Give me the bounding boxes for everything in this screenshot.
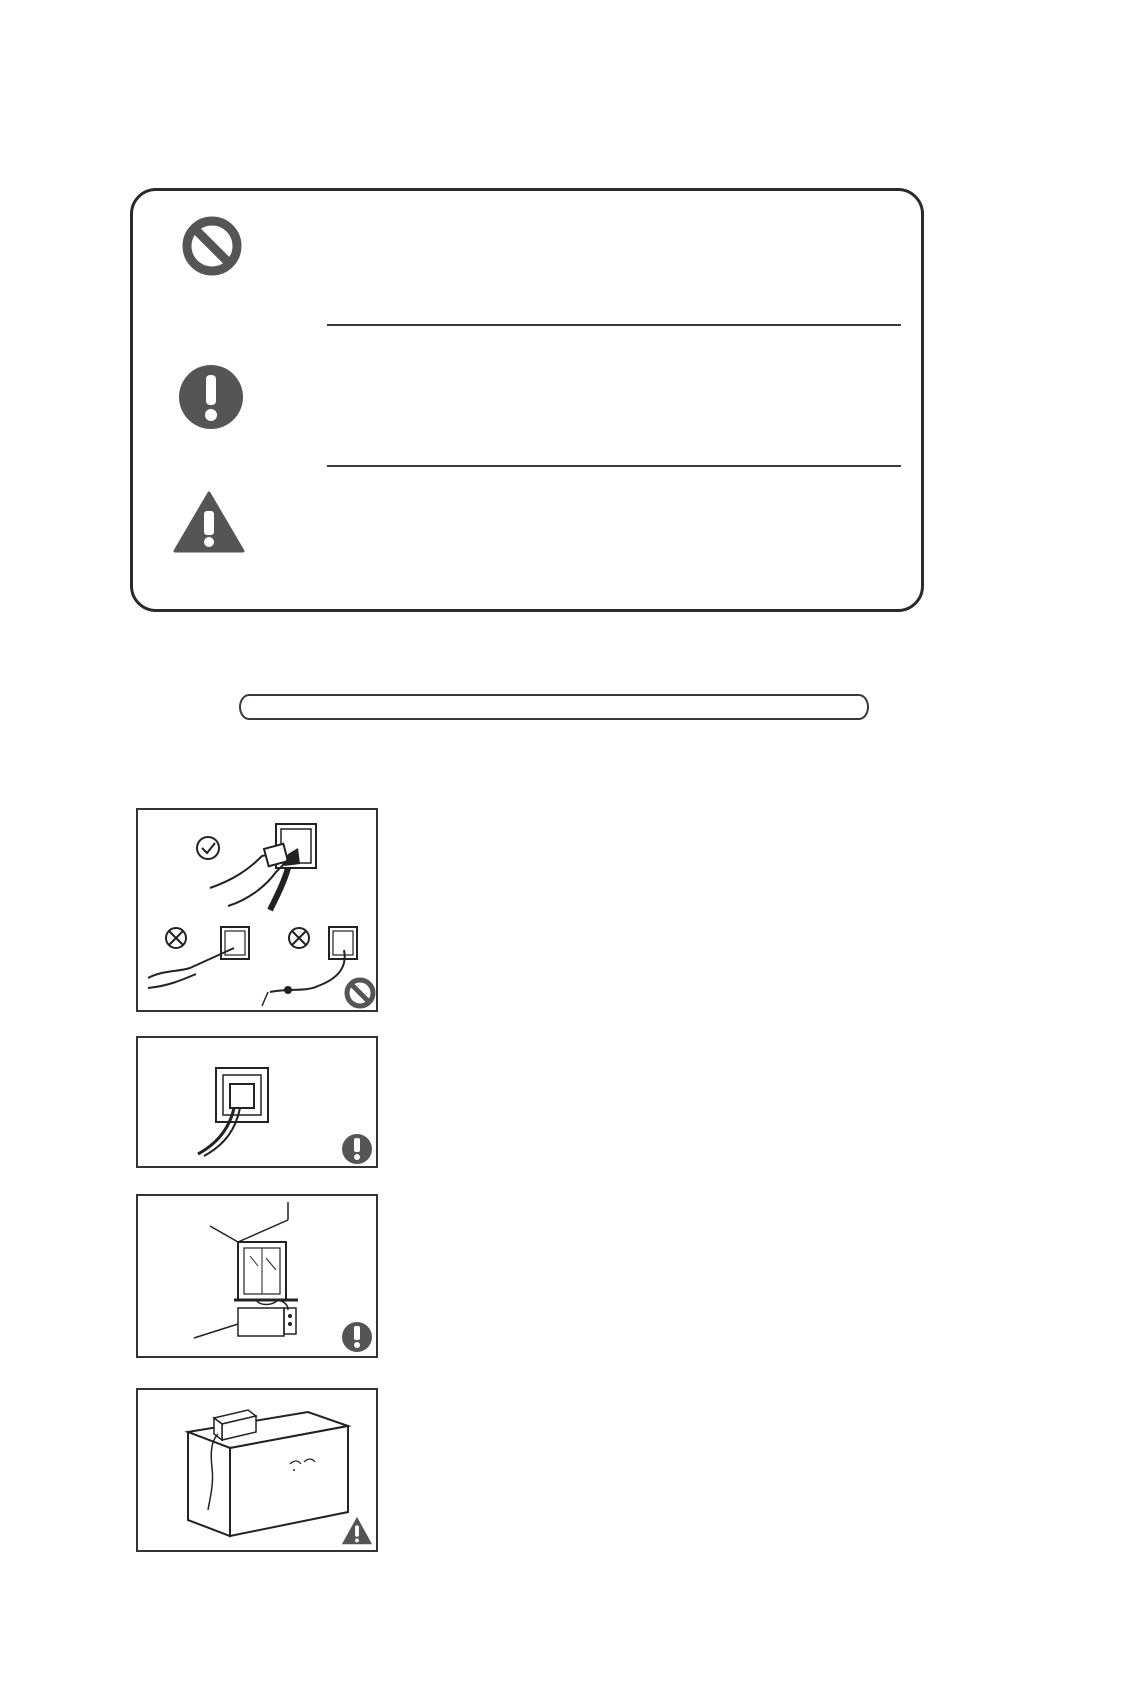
prohibited-icon [179,213,245,279]
illustration-panel-plug-removal [136,808,378,1012]
cross-icon [166,928,186,948]
legend-divider [327,324,901,326]
prohibited-icon [343,976,377,1010]
illustration-panel-plug-in-socket [136,1036,378,1168]
mandatory-icon [340,1132,374,1166]
symbol-legend-box [130,188,924,612]
cross-icon [289,928,309,948]
plug-removal-illustration [138,810,378,1012]
mandatory-icon [177,363,245,431]
warning-icon [340,1514,374,1548]
section-title-bar [239,694,869,720]
mandatory-icon [340,1320,374,1354]
illustration-panel-box-on-appliance [136,1388,378,1552]
check-icon [197,837,219,859]
warning-icon [173,489,245,555]
illustration-panel-window-socket [136,1194,378,1358]
legend-divider [327,465,901,467]
